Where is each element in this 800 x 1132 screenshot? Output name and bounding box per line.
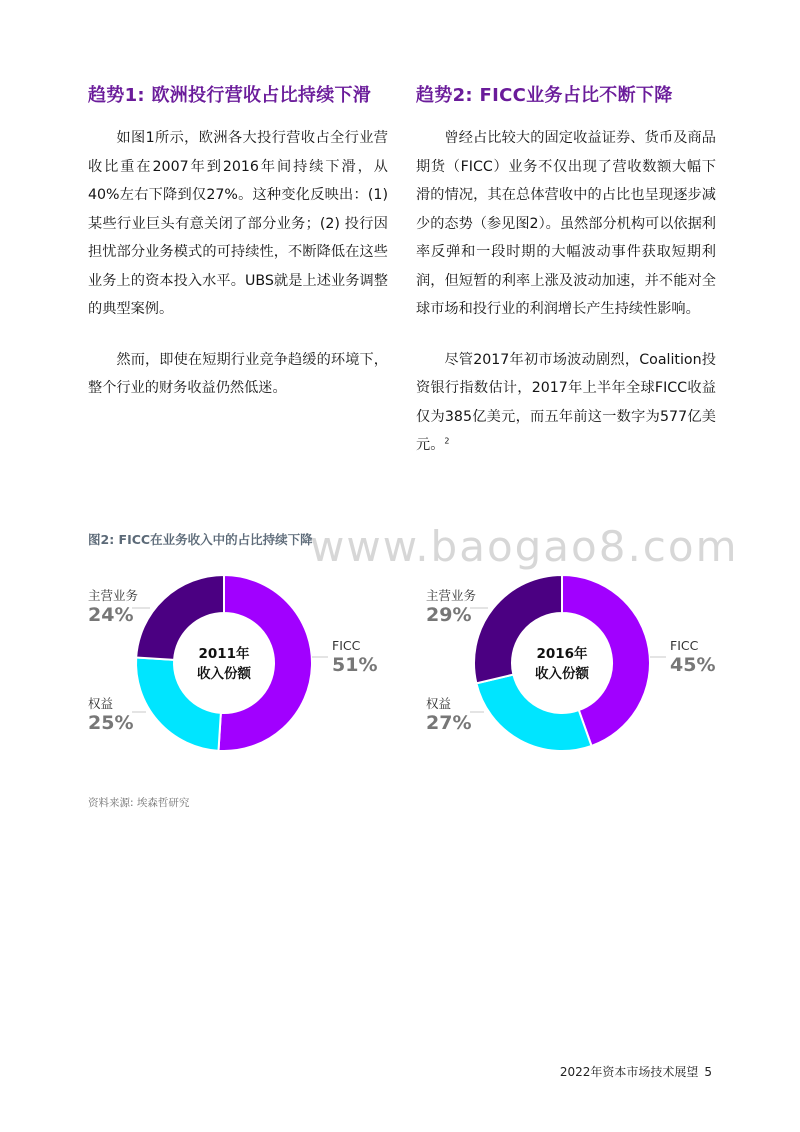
label-equity-2011 xyxy=(88,696,133,734)
footnote-marker: 2 xyxy=(444,436,450,446)
trend-2-paragraph-2 xyxy=(416,346,716,460)
right-column xyxy=(416,82,716,482)
donut-chart-2016 xyxy=(400,560,800,770)
label-main-business-2011-name: 主营业务 xyxy=(88,588,139,603)
label-equity-2016-name: 权益 xyxy=(426,696,452,711)
label-ficc-2011-pct: 51% xyxy=(332,654,378,676)
trend-2-heading: 趋势2: FICC业务占比不断下降 xyxy=(416,85,673,106)
label-equity-2016-pct: 27% xyxy=(426,712,472,734)
label-main-business-2011-pct: 24% xyxy=(88,604,134,626)
label-main-business-2016-name: 主营业务 xyxy=(426,588,477,603)
page-footer xyxy=(560,1063,712,1080)
label-equity-2016 xyxy=(426,696,471,734)
figure-source: 资料来源: 埃森哲研究 xyxy=(88,797,190,809)
center-label-2016 xyxy=(517,644,607,684)
label-equity-2011-name: 权益 xyxy=(88,696,114,711)
trend-2-paragraph-1: 曾经占比较大的固定收益证券、货币及商品期货（FICC）业务不仅出现了营收数额大幅下滑的情况，其在总体营收中的占比也呈现逐步减少的态势（参见图2）。虽然部分机构可以依据利率反弹和一段时期的大幅波动事件获取短期利润，但短暂的利率上涨及波动加速，并不能对全球市场和投行业的利润增长产生持续性影响。 xyxy=(416,130,716,317)
donut-slice-equity-2016 xyxy=(476,675,591,751)
center-label-2016-line-1: 2016年 xyxy=(536,646,588,662)
label-equity-2011-pct: 25% xyxy=(88,712,134,734)
trend-1-paragraph-1: 如图1所示，欧洲各大投行营收占全行业营收比重在2007年到2016年间持续下滑，从40%左右下降到仅27%。这种变化反映出：(1)某些行业巨头有意关闭了部分业务；(2) 投行因担忧部分业务模式的可持续性，不断降低在这些业务上的资本投入水平。UBS就是上述业务调整的典型案例。 xyxy=(88,130,388,317)
label-main-business-2016-pct: 29% xyxy=(426,604,472,626)
page-number: 5 xyxy=(704,1065,712,1079)
center-label-2011 xyxy=(179,644,269,684)
label-main-business-2016 xyxy=(426,588,476,626)
trend-1-paragraph-2: 然而，即使在短期行业竞争趋缓的环境下，整个行业的财务收益仍然低迷。 xyxy=(88,351,388,396)
center-label-2011-line-1: 2011年 xyxy=(198,646,250,662)
label-ficc-2016 xyxy=(670,638,715,676)
donut-chart-2011 xyxy=(0,560,400,770)
label-ficc-2016-name: FICC xyxy=(670,638,699,653)
trend-1-heading: 趋势1: 欧洲投行营收占比持续下滑 xyxy=(88,85,372,106)
label-ficc-2016-pct: 45% xyxy=(670,654,716,676)
trend-2-paragraph-2-text: 尽管2017年初市场波动剧烈，Coalition投资银行指数估计，2017年上半年全球FICC收益仅为385亿美元，而五年前这一数字为577亿美元。 xyxy=(416,351,716,453)
label-main-business-2011 xyxy=(88,588,138,626)
footer-title: 2022年资本市场技术展望 xyxy=(559,1065,699,1079)
label-ficc-2011 xyxy=(332,638,377,676)
center-label-2016-line-2: 收入份额 xyxy=(535,666,589,682)
center-label-2011-line-2: 收入份额 xyxy=(197,666,251,682)
watermark: www.baogao8.com xyxy=(310,522,739,571)
figure-title: 图2: FICC在业务收入中的占比持续下降 xyxy=(88,532,313,547)
left-column xyxy=(88,82,388,425)
label-ficc-2011-name: FICC xyxy=(332,638,361,653)
